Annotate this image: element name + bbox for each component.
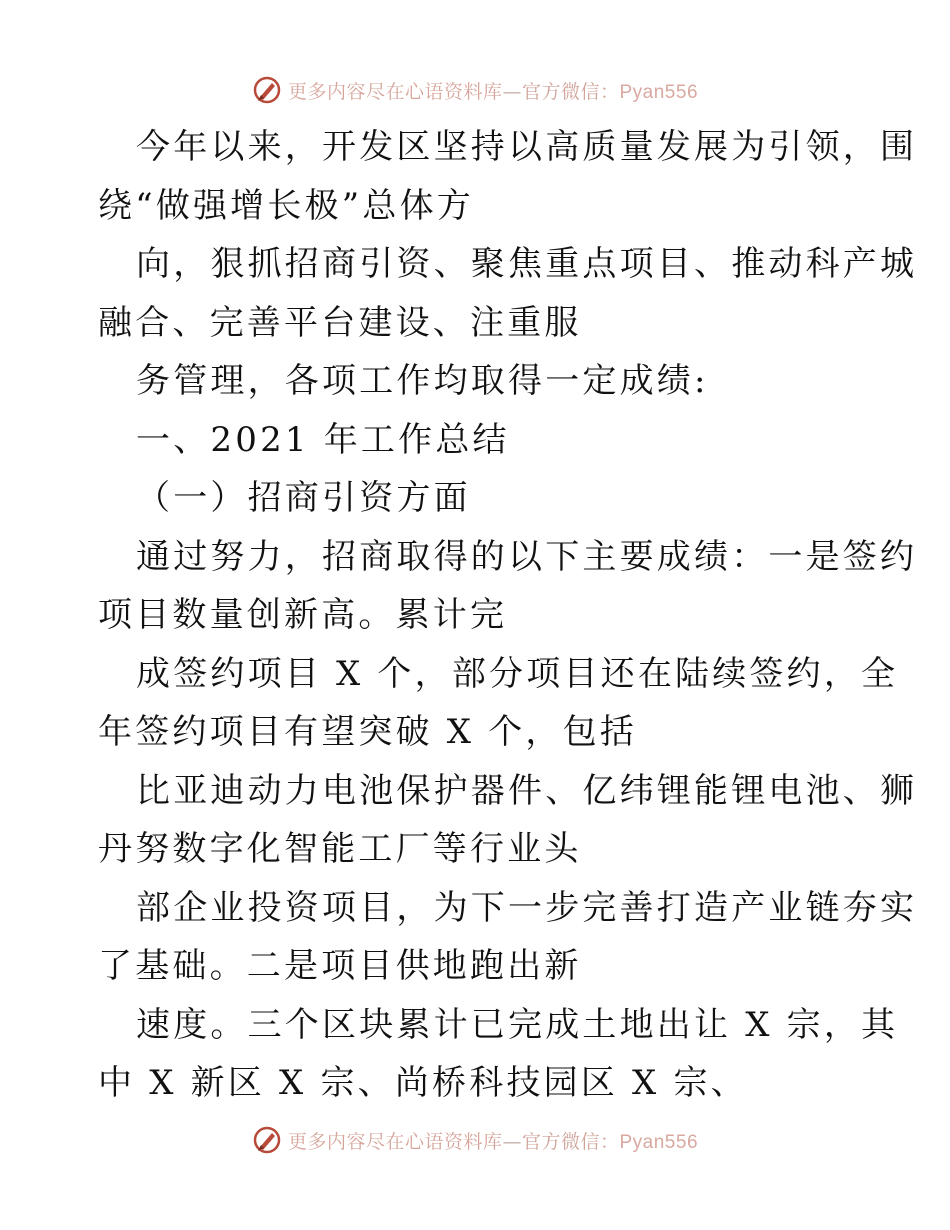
text-line: 丹努数字化智能工厂等行业头 <box>98 829 582 869</box>
text-line: 绕“做强增长极”总体方 <box>98 185 474 226</box>
text-line: 通过努力，招商取得的以下主要成绩：一是签约 <box>136 536 918 577</box>
watermark-wechat-id: Pyan556 <box>619 1131 699 1153</box>
watermark-dash: — <box>502 80 522 103</box>
text-line: 务管理，各项工作均取得一定成绩: <box>136 361 709 401</box>
watermark-dash: — <box>502 1130 522 1153</box>
footer-watermark <box>0 1120 950 1160</box>
text-line: 速度。三个区块累计已完成土地出让 X 宗，其 <box>136 1004 899 1045</box>
text-line: 融合、完善平台建设、注重服 <box>98 302 582 343</box>
watermark-wechat-label: 官方微信： <box>521 1130 620 1153</box>
text-line: 部企业投资项目，为下一步完善打造产业链夯实 <box>136 887 918 928</box>
text-line: 了基础。二是项目供地跑出新 <box>98 946 582 986</box>
document-body <box>98 118 918 1113</box>
logo-icon <box>252 75 282 105</box>
text-line: 项目数量创新高。累计完 <box>98 595 508 635</box>
text-line: 今年以来，开发区坚持以高质量发展为引领，围 <box>136 127 918 167</box>
watermark-text <box>288 77 698 104</box>
text-line: 年签约项目有望突破 X 个，包括 <box>98 712 638 752</box>
logo-icon <box>252 1125 282 1155</box>
watermark-text <box>288 1127 698 1154</box>
section-heading: 一、2021 年工作总结 <box>136 419 510 460</box>
text-line: 比亚迪动力电池保护器件、亿纬锂能锂电池、狮 <box>136 770 918 811</box>
watermark-brand: 更多内容尽在心语资料库 <box>287 80 503 103</box>
subsection-heading: （一）招商引资方面 <box>136 478 471 518</box>
header-watermark <box>0 70 950 110</box>
text-line: 中 X 新区 X 宗、尚桥科技园区 X 宗、 <box>98 1063 748 1103</box>
text-line: 向，狠抓招商引资、聚焦重点项目、推动科产城 <box>136 244 918 284</box>
watermark-wechat-id: Pyan556 <box>619 81 699 103</box>
watermark-wechat-label: 官方微信： <box>521 80 620 103</box>
watermark-brand: 更多内容尽在心语资料库 <box>287 1130 503 1153</box>
text-line: 成签约项目 X 个，部分项目还在陆续签约，全 <box>136 653 899 694</box>
